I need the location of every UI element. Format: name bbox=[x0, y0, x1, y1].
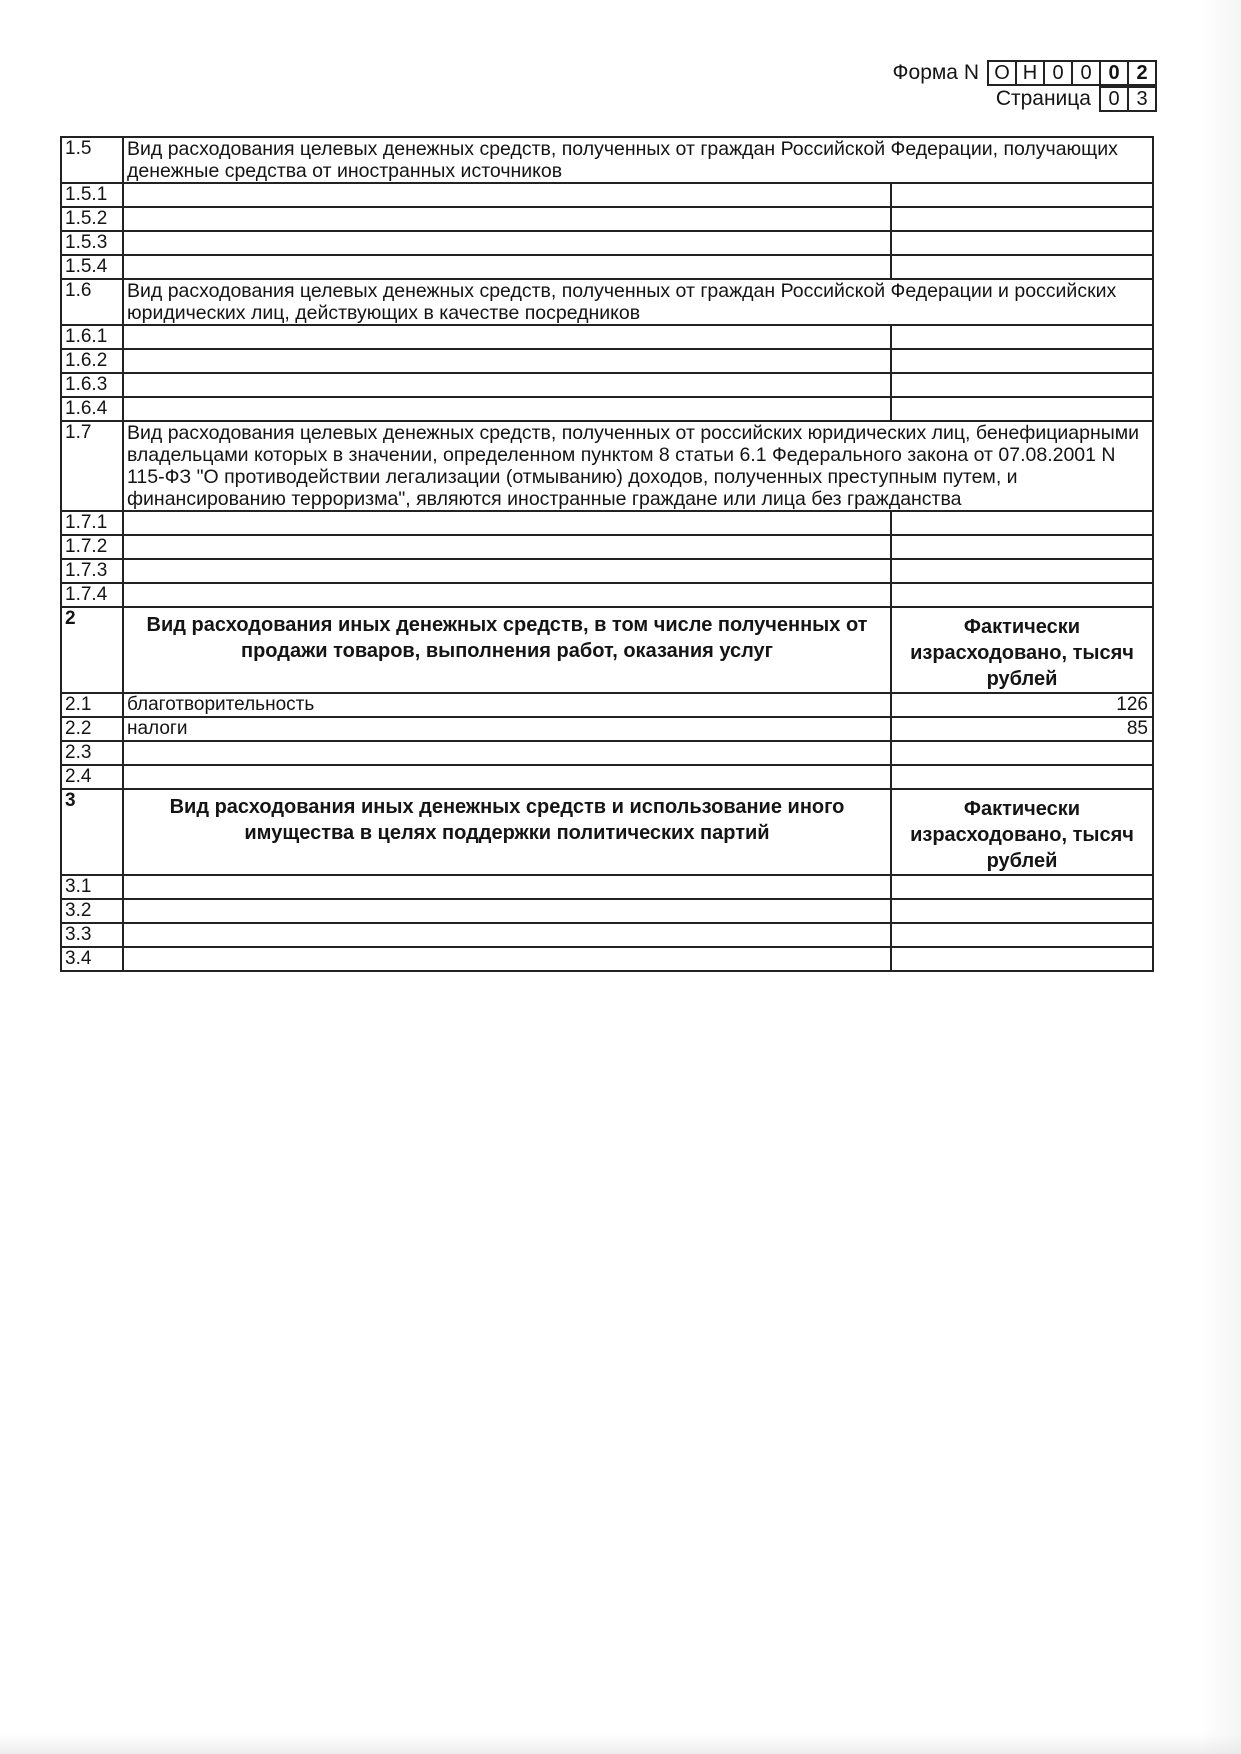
row-name-cell bbox=[123, 397, 891, 421]
table-row bbox=[61, 183, 1153, 207]
table-row bbox=[61, 741, 1153, 765]
row-number: 1.7.4 bbox=[61, 583, 123, 607]
row-name-cell bbox=[123, 583, 891, 607]
table-row bbox=[61, 511, 1153, 535]
row-name-cell bbox=[123, 183, 891, 207]
table-row bbox=[61, 765, 1153, 789]
row-number: 3.2 bbox=[61, 899, 123, 923]
section-title: Вид расходования целевых денежных средств, полученных от российских юридических лиц, бенефициарными владельцами которых в значении, определенном пунктом 8 статьи 6.1 Федерального закона от 07.08.2001 N 115-ФЗ "О противодействии легализации (отмыванию) доходов, полученных преступным путем, и финансированию терроризма", являются иностранные граждане или лица без гражданства bbox=[123, 421, 1153, 511]
table-row bbox=[61, 875, 1153, 899]
row-name-cell bbox=[123, 875, 891, 899]
row-number: 1.5.1 bbox=[61, 183, 123, 207]
page-number-cell: 0 bbox=[1101, 86, 1129, 112]
row-name-cell bbox=[123, 255, 891, 279]
row-value-cell bbox=[891, 349, 1153, 373]
row-value-cell bbox=[891, 741, 1153, 765]
row-value-cell bbox=[891, 511, 1153, 535]
row-name-cell bbox=[123, 741, 891, 765]
row-number: 2.2 bbox=[61, 717, 123, 741]
row-number: 1.5.3 bbox=[61, 231, 123, 255]
expenditure-table bbox=[60, 136, 1154, 972]
row-number: 3.1 bbox=[61, 875, 123, 899]
row-value-cell bbox=[891, 535, 1153, 559]
page-number-cell: 3 bbox=[1129, 86, 1157, 112]
row-value-cell: 126 bbox=[891, 693, 1153, 717]
table-row bbox=[61, 349, 1153, 373]
row-value-cell bbox=[891, 231, 1153, 255]
row-name-cell bbox=[123, 535, 891, 559]
form-header bbox=[893, 60, 1157, 112]
row-number: 2.4 bbox=[61, 765, 123, 789]
table-row bbox=[61, 583, 1153, 607]
row-value-cell bbox=[891, 373, 1153, 397]
row-number: 3.3 bbox=[61, 923, 123, 947]
row-number: 2.3 bbox=[61, 741, 123, 765]
row-value-cell bbox=[891, 207, 1153, 231]
row-value-cell bbox=[891, 183, 1153, 207]
row-value-cell bbox=[891, 875, 1153, 899]
row-number: 1.6.3 bbox=[61, 373, 123, 397]
table-row bbox=[61, 899, 1153, 923]
form-number-cell: Н bbox=[1017, 60, 1045, 86]
form-number-row bbox=[893, 60, 1157, 86]
value-column-header: Фактически израсходовано, тысяч рублей bbox=[891, 607, 1153, 693]
row-name-cell: налоги bbox=[123, 717, 891, 741]
row-name-cell bbox=[123, 207, 891, 231]
page-number-cells bbox=[1099, 86, 1157, 112]
section-header-row bbox=[61, 421, 1153, 511]
form-number-cells bbox=[987, 60, 1157, 86]
form-number-cell: 0 bbox=[1045, 60, 1073, 86]
row-number: 1.7.1 bbox=[61, 511, 123, 535]
value-column-header: Фактически израсходовано, тысяч рублей bbox=[891, 789, 1153, 875]
row-name-cell bbox=[123, 765, 891, 789]
table-row bbox=[61, 397, 1153, 421]
row-number: 1.7.2 bbox=[61, 535, 123, 559]
table-row bbox=[61, 693, 1153, 717]
row-value-cell bbox=[891, 947, 1153, 971]
section-title: Вид расходования целевых денежных средств, полученных от граждан Российской Федерации и российских юридических лиц, действующих в качестве посредников bbox=[123, 279, 1153, 325]
table-row bbox=[61, 535, 1153, 559]
row-number: 1.5.4 bbox=[61, 255, 123, 279]
row-number: 2.1 bbox=[61, 693, 123, 717]
form-number-cell: 0 bbox=[1101, 60, 1129, 86]
form-number-label: Форма N bbox=[892, 61, 979, 84]
page-number-row bbox=[893, 86, 1157, 112]
table-row bbox=[61, 373, 1153, 397]
scan-bottom-shading bbox=[0, 1734, 1241, 1754]
form-number-cell: 0 bbox=[1073, 60, 1101, 86]
row-name-cell bbox=[123, 923, 891, 947]
row-value-cell: 85 bbox=[891, 717, 1153, 741]
row-number: 1.7.3 bbox=[61, 559, 123, 583]
section-number: 3 bbox=[61, 789, 123, 875]
row-value-cell bbox=[891, 255, 1153, 279]
table-row bbox=[61, 717, 1153, 741]
row-value-cell bbox=[891, 325, 1153, 349]
row-number: 3.4 bbox=[61, 947, 123, 971]
row-name-cell bbox=[123, 231, 891, 255]
table-row bbox=[61, 559, 1153, 583]
table-row bbox=[61, 255, 1153, 279]
section-title: Вид расходования иных денежных средств, в том числе полученных от продажи товаров, выполнения работ, оказания услуг bbox=[123, 607, 891, 693]
row-name-cell bbox=[123, 373, 891, 397]
table-row bbox=[61, 231, 1153, 255]
table-row bbox=[61, 325, 1153, 349]
row-name-cell bbox=[123, 511, 891, 535]
section-title: Вид расходования целевых денежных средств, полученных от граждан Российской Федерации, получающих денежные средства от иностранных источников bbox=[123, 137, 1153, 183]
row-value-cell bbox=[891, 923, 1153, 947]
section-header-row bbox=[61, 279, 1153, 325]
row-name-cell bbox=[123, 899, 891, 923]
table-row bbox=[61, 947, 1153, 971]
section-header-row bbox=[61, 607, 1153, 693]
row-number: 1.5.2 bbox=[61, 207, 123, 231]
section-header-row bbox=[61, 137, 1153, 183]
row-number: 1.6.4 bbox=[61, 397, 123, 421]
row-number: 1.6.1 bbox=[61, 325, 123, 349]
row-value-cell bbox=[891, 559, 1153, 583]
row-value-cell bbox=[891, 765, 1153, 789]
section-header-row bbox=[61, 789, 1153, 875]
row-name-cell: благотворительность bbox=[123, 693, 891, 717]
row-value-cell bbox=[891, 583, 1153, 607]
form-number-cell: О bbox=[989, 60, 1017, 86]
row-name-cell bbox=[123, 559, 891, 583]
section-number: 1.7 bbox=[61, 421, 123, 511]
section-title: Вид расходования иных денежных средств и использование иного имущества в целях поддержки политических партий bbox=[123, 789, 891, 875]
row-name-cell bbox=[123, 349, 891, 373]
row-name-cell bbox=[123, 325, 891, 349]
row-number: 1.6.2 bbox=[61, 349, 123, 373]
section-number: 1.6 bbox=[61, 279, 123, 325]
row-value-cell bbox=[891, 899, 1153, 923]
table-row bbox=[61, 207, 1153, 231]
page-number-label: Страница bbox=[995, 87, 1091, 110]
table-row bbox=[61, 923, 1153, 947]
row-name-cell bbox=[123, 947, 891, 971]
form-number-cell: 2 bbox=[1129, 60, 1157, 86]
row-value-cell bbox=[891, 397, 1153, 421]
section-number: 2 bbox=[61, 607, 123, 693]
scan-edge-shading bbox=[1201, 0, 1241, 1754]
section-number: 1.5 bbox=[61, 137, 123, 183]
